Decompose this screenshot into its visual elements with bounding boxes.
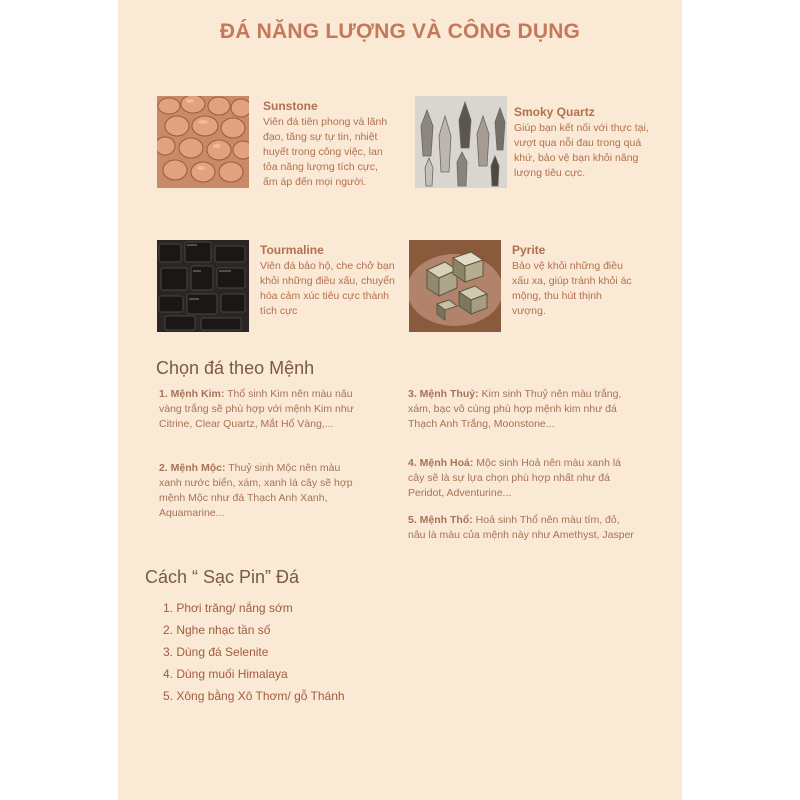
sunstone-image — [157, 96, 249, 188]
sunstone-description: Viên đá tiên phong và lãnh đạo, tăng sự tự tin, nhiệt huyết trong công việc, lan tỏa năng lượng tích cực, ấm áp đến mọi người. — [263, 116, 388, 188]
info-page — [118, 0, 682, 800]
menh-section-heading: Chọn đá theo Mệnh — [156, 358, 315, 378]
sac-pin-list — [163, 597, 345, 707]
pyrite-name: Pyrite — [512, 243, 546, 257]
menh-item-text: Thuỷ sinh Mộc nên màu xanh nước biển, xám, xanh lá cây sẽ hợp mệnh Mộc như đá Thạch Anh Xanh, Aquamarine... — [159, 462, 353, 519]
pyrite-image — [409, 240, 501, 332]
menh-item-label: 5. Mệnh Thổ: — [408, 514, 473, 526]
menh-item-text: Thổ sinh Kim nên màu nâu vàng trắng sẽ phù hợp với mệnh Kim như Citrine, Clear Quartz, Mắt Hổ Vàng,... — [159, 388, 354, 430]
menh-item — [159, 387, 359, 432]
menh-item-label: 2. Mệnh Mộc: — [159, 462, 226, 474]
smoky-quartz-name: Smoky Quartz — [514, 105, 595, 119]
tourmaline-name: Tourmaline — [260, 243, 324, 257]
menh-item — [159, 461, 364, 521]
menh-item-text: Mộc sinh Hoả nên màu xanh lá cây sẽ là sự lựa chọn phù hợp nhất như đá Peridot, Adventurine... — [408, 457, 622, 499]
list-item: 2. Nghe nhạc tần số — [163, 623, 271, 637]
menh-item — [408, 456, 626, 501]
list-item: 4. Dùng muối Himalaya — [163, 667, 288, 681]
menh-item-label: 1. Mệnh Kim: — [159, 388, 225, 400]
smoky-quartz-image — [415, 96, 507, 188]
menh-item-label: 4. Mệnh Hoả: — [408, 457, 474, 469]
menh-item — [408, 387, 638, 432]
sac-pin-section-heading: Cách “ Sạc Pin” Đá — [145, 567, 300, 587]
list-item: 5. Xông bằng Xô Thơm/ gỗ Thánh — [163, 689, 345, 703]
tourmaline-description: Viên đá bảo hộ, che chở bạn khỏi những điều xấu, chuyển hóa cảm xúc tiêu cực thành tích cực — [260, 260, 395, 317]
list-item: 3. Dùng đá Selenite — [163, 645, 269, 659]
list-item: 1. Phơi trăng/ nắng sớm — [163, 601, 293, 615]
menh-item — [408, 513, 636, 543]
smoky-quartz-description: Giúp bạn kết nối với thực tại, vượt qua nỗi đau trong quá khứ, bảo vệ bạn khỏi năng lượng tiêu cực. — [514, 122, 649, 179]
menh-item-label: 3. Mệnh Thuỷ: — [408, 388, 479, 400]
pyrite-description: Bảo vệ khỏi những điều xấu xa, giúp tránh khỏi ác mộng, thu hút thịnh vượng. — [512, 260, 632, 317]
tourmaline-image — [157, 240, 249, 332]
sunstone-name: Sunstone — [263, 99, 318, 113]
page-title: ĐÁ NĂNG LƯỢNG VÀ CÔNG DỤNG — [219, 20, 581, 43]
menh-item-text: Hoả sinh Thổ nên màu tím, đỏ, nâu là màu của mệnh này như Amethyst, Jasper — [408, 514, 634, 541]
menh-item-text: Kim sinh Thuỷ nên màu trắng, xám, bạc vô cùng phù hợp mệnh kim như đá Thạch Anh Trắng, Moonstone... — [408, 388, 622, 430]
